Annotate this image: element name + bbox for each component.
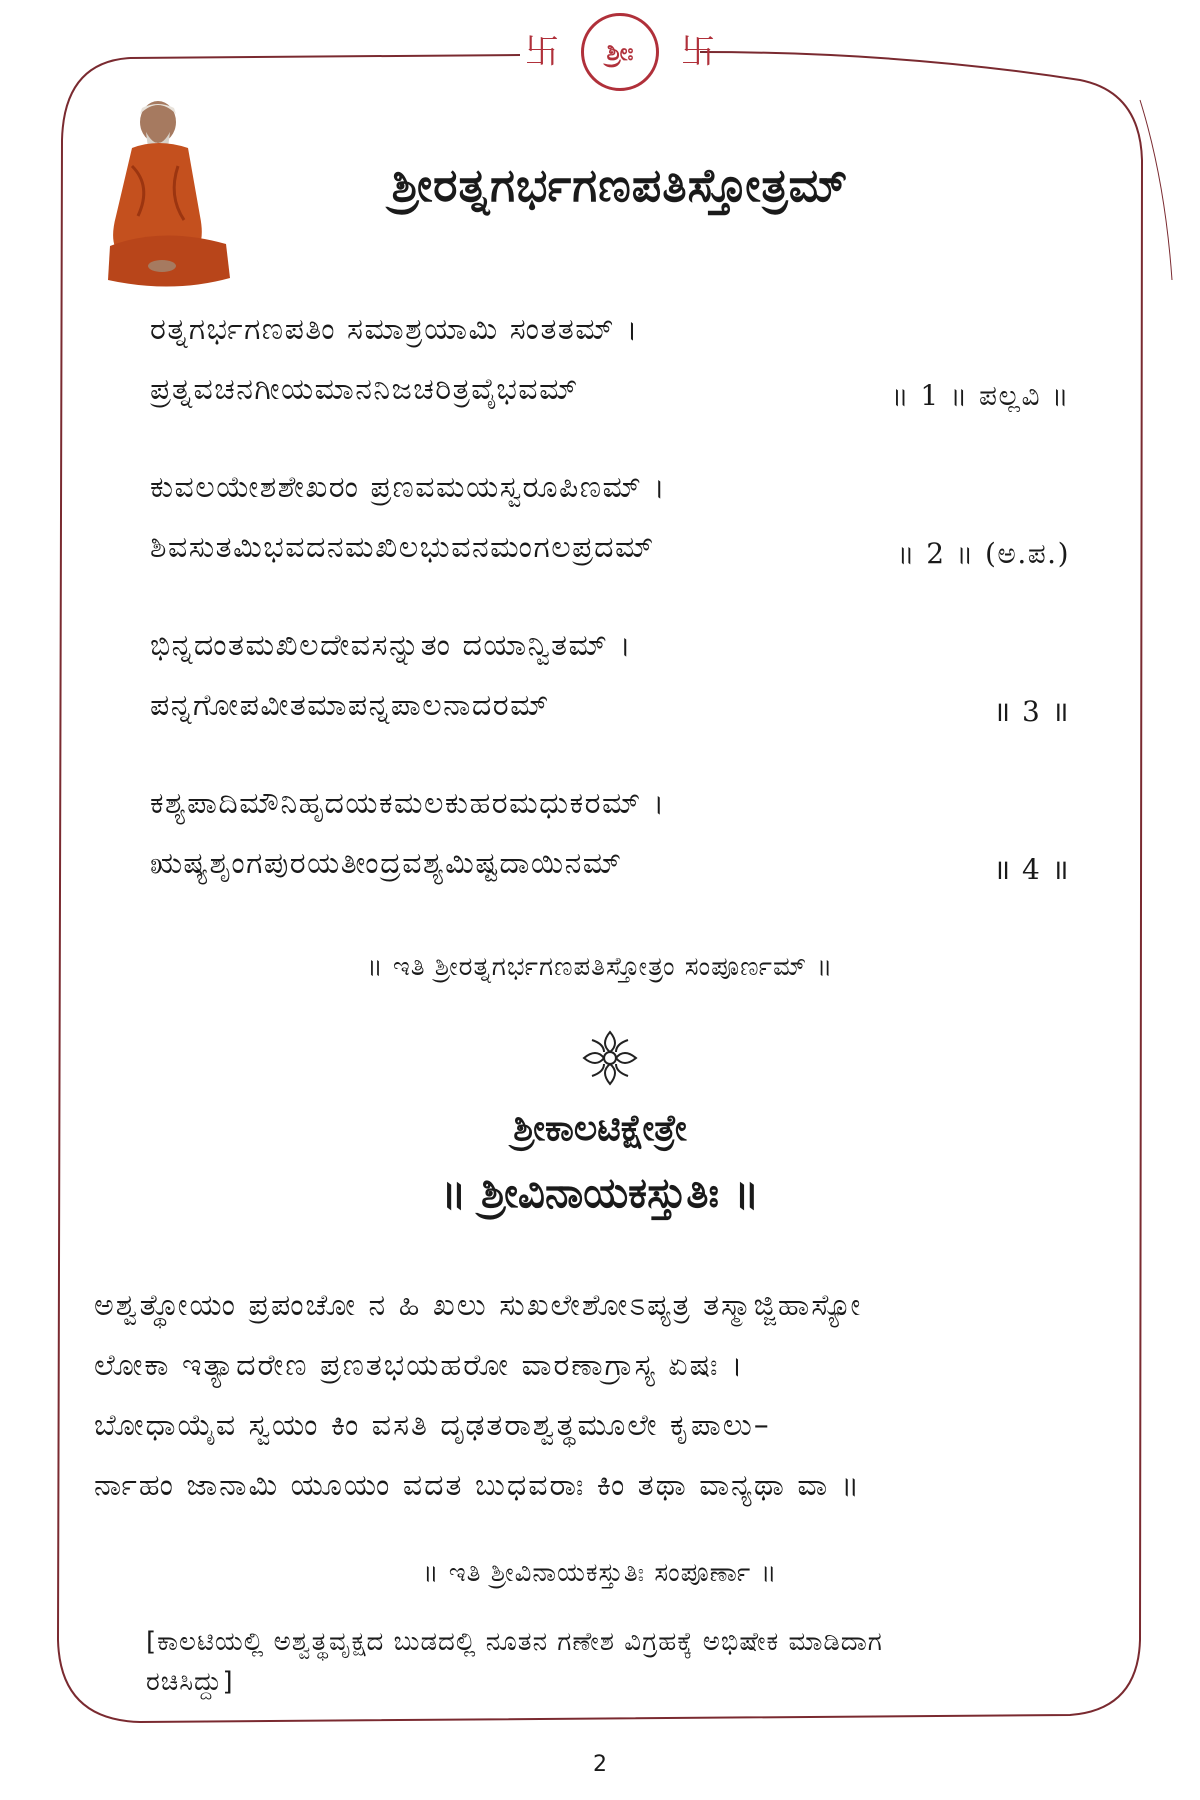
page-title: ಶ್ರೀರತ್ನಗರ್ಭಗಣಪತಿಸ್ತೋತ್ರಮ್ bbox=[391, 158, 849, 212]
colophon-stuti: ॥ ಇತಿ ಶ್ರೀವಿನಾಯಕಸ್ತುತಿಃ ಸಂಪೂರ್ಣಾ ॥ bbox=[422, 1558, 778, 1588]
shri-seal bbox=[581, 13, 659, 91]
verse-line: ಲೋಕಾ ಇತ್ಯಾದರೇಣ ಪ್ರಣತಭಯಹರೋ ವಾರಣಾಗ್ರಾಸ್ಯ ಏಷಃ । bbox=[94, 1348, 745, 1383]
note-line: ರಚಿಸಿದ್ದು] bbox=[146, 1667, 234, 1697]
verse-line bbox=[150, 834, 1090, 894]
verse-line: ಭಿನ್ನದಂತಮಖಿಲದೇವಸನ್ನುತಂ ದಯಾನ್ವಿತಮ್ । bbox=[150, 628, 633, 663]
stuti-verse bbox=[94, 1276, 1114, 1516]
swastika-icon: 卐 bbox=[525, 32, 559, 72]
header-emblem bbox=[520, 12, 720, 92]
verse-number: ॥ 3 ॥ bbox=[993, 695, 1070, 728]
section-title: ॥ ಶ್ರೀವಿನಾಯಕಸ್ತುತಿಃ ॥ bbox=[440, 1168, 760, 1217]
composition-note bbox=[146, 1622, 1066, 1702]
note-line: [ಕಾಲಟಿಯಲ್ಲಿ ಅಶ್ವತ್ಥವೃಕ್ಷದ ಬುಡದಲ್ಲಿ ನೂತನ ಗಣೇಶ ವಿಗ್ರಹಕ್ಕೆ ಅಭಿಷೇಕ ಮಾಡಿದಾಗ bbox=[146, 1627, 883, 1657]
verse-line bbox=[150, 518, 1090, 578]
verse-line: ಕುವಲಯೇಶಶೇಖರಂ ಪ್ರಣವಮಯಸ್ವರೂಪಿಣಮ್ । bbox=[150, 470, 667, 505]
page-number: 2 bbox=[593, 1752, 607, 1777]
verse-list bbox=[150, 300, 1090, 932]
verse-number: ॥ 1 ॥ ಪಲ್ಲವಿ ॥ bbox=[891, 379, 1070, 412]
verse-line bbox=[150, 360, 1090, 420]
stanza bbox=[150, 616, 1090, 736]
stanza bbox=[150, 300, 1090, 420]
swastika-icon: 卐 bbox=[681, 32, 715, 72]
verse-line-text: ಋಷ್ಯಶೃಂಗಪುರಯತೀಂದ್ರವಶ್ಯಮಿಷ್ಟದಾಯಿನಮ್ bbox=[150, 846, 623, 881]
verse-line: ರ್ನಾಹಂ ಜಾನಾಮಿ ಯೂಯಂ ವದತ ಬುಧವರಾಃ ಕಿಂ ತಥಾ ವಾನ್ಯಥಾ ವಾ ॥ bbox=[94, 1468, 862, 1503]
colophon-stotram: ॥ ಇತಿ ಶ್ರೀರತ್ನಗರ್ಭಗಣಪತಿಸ್ತೋತ್ರಂ ಸಂಪೂರ್ಣಮ್ ॥ bbox=[366, 952, 834, 982]
sage-portrait-image bbox=[102, 96, 234, 296]
verse-line-text: ಪ್ರತ್ನವಚನಗೀಯಮಾನನಿಜಚರಿತ್ರವೈಭವಮ್ bbox=[150, 372, 579, 407]
verse-line-text: ಶಿವಸುತಮಿಭವದನಮಖಿಲಭುವನಮಂಗಲಪ್ರದಮ್ bbox=[150, 530, 655, 565]
stanza bbox=[150, 774, 1090, 894]
section-subtitle: ಶ್ರೀಕಾಲಟಿಕ್ಷೇತ್ರೇ bbox=[513, 1108, 687, 1149]
verse-line: ಕಶ್ಯಪಾದಿಮೌನಿಹೃದಯಕಮಲಕುಹರಮಧುಕರಮ್ । bbox=[150, 786, 666, 821]
verse-line: ಅಶ್ವತ್ಥೋಯಂ ಪ್ರಪಂಚೋ ನ ಹಿ ಖಲು ಸುಖಲೇಶೋಽಪ್ಯತ್ರ ತಸ್ಮಾಜ್ಜಿಹಾಸ್ಯೋ bbox=[94, 1288, 863, 1323]
verse-line: ರತ್ನಗರ್ಭಗಣಪತಿಂ ಸಮಾಶ್ರಯಾಮಿ ಸಂತತಮ್ । bbox=[150, 312, 639, 347]
verse-line bbox=[150, 676, 1090, 736]
verse-number: ॥ 4 ॥ bbox=[993, 853, 1070, 886]
verse-line-text: ಪನ್ನಗೋಪವೀತಮಾಪನ್ನಪಾಲನಾದರಮ್ bbox=[150, 688, 550, 723]
stanza bbox=[150, 458, 1090, 578]
seal-text: ಶ್ರೀಃ bbox=[606, 38, 634, 66]
verse-line: ಬೋಧಾಯೈವ ಸ್ವಯಂ ಕಿಂ ವಸತಿ ದೃಢತರಾಶ್ವತ್ಥಮೂಲೇ ಕೃಪಾಲು– bbox=[94, 1408, 771, 1443]
verse-number: ॥ 2 ॥ (ಅ.ಪ.) bbox=[897, 537, 1070, 570]
flourish-ornament-icon bbox=[580, 1028, 640, 1088]
